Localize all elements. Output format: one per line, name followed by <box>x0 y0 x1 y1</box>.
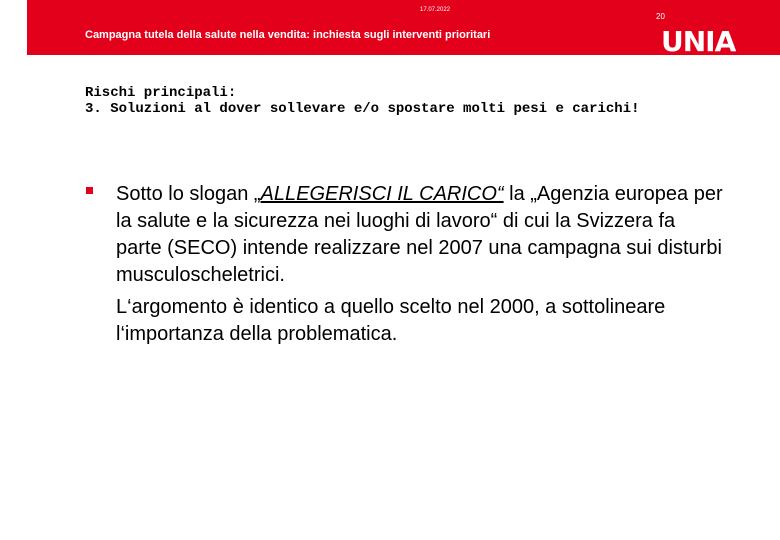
para1-rest: la „Agenzia europea per la salute e la sicurezza nei luoghi di lavoro“ di cui la Svizzera fa parte (SECO) intende realizzare nel 2007 una campagna sui disturbi musculoscheletrici. <box>116 183 723 286</box>
follow-paragraph: L‘argomento è identico a quello scelto nel 2000, a sottolineare l‘importanza della problematica. <box>116 296 666 345</box>
header-title: Campagna tutela della salute nella vendita: inchiesta sugli interventi prioritari <box>85 29 491 41</box>
unia-logo <box>661 25 736 58</box>
bullet-paragraph <box>116 181 726 289</box>
page-number: 20 <box>656 12 665 21</box>
slide-date: 17.07.2022 <box>420 7 451 13</box>
section-title <box>85 85 640 117</box>
square-bullet-icon <box>86 187 93 194</box>
campaign-slogan: ALLEGERISCI IL CARICO“ <box>260 183 504 205</box>
para1-prefix: Sotto lo slogan „ <box>116 183 261 205</box>
section-title-line2: 3. Soluzioni al dover sollevare e/o spostare molti pesi e carichi! <box>85 101 640 117</box>
section-title-line1: Rischi principali: <box>85 85 237 101</box>
logo-text: UNIA <box>661 25 736 58</box>
bullet-list <box>86 181 726 348</box>
